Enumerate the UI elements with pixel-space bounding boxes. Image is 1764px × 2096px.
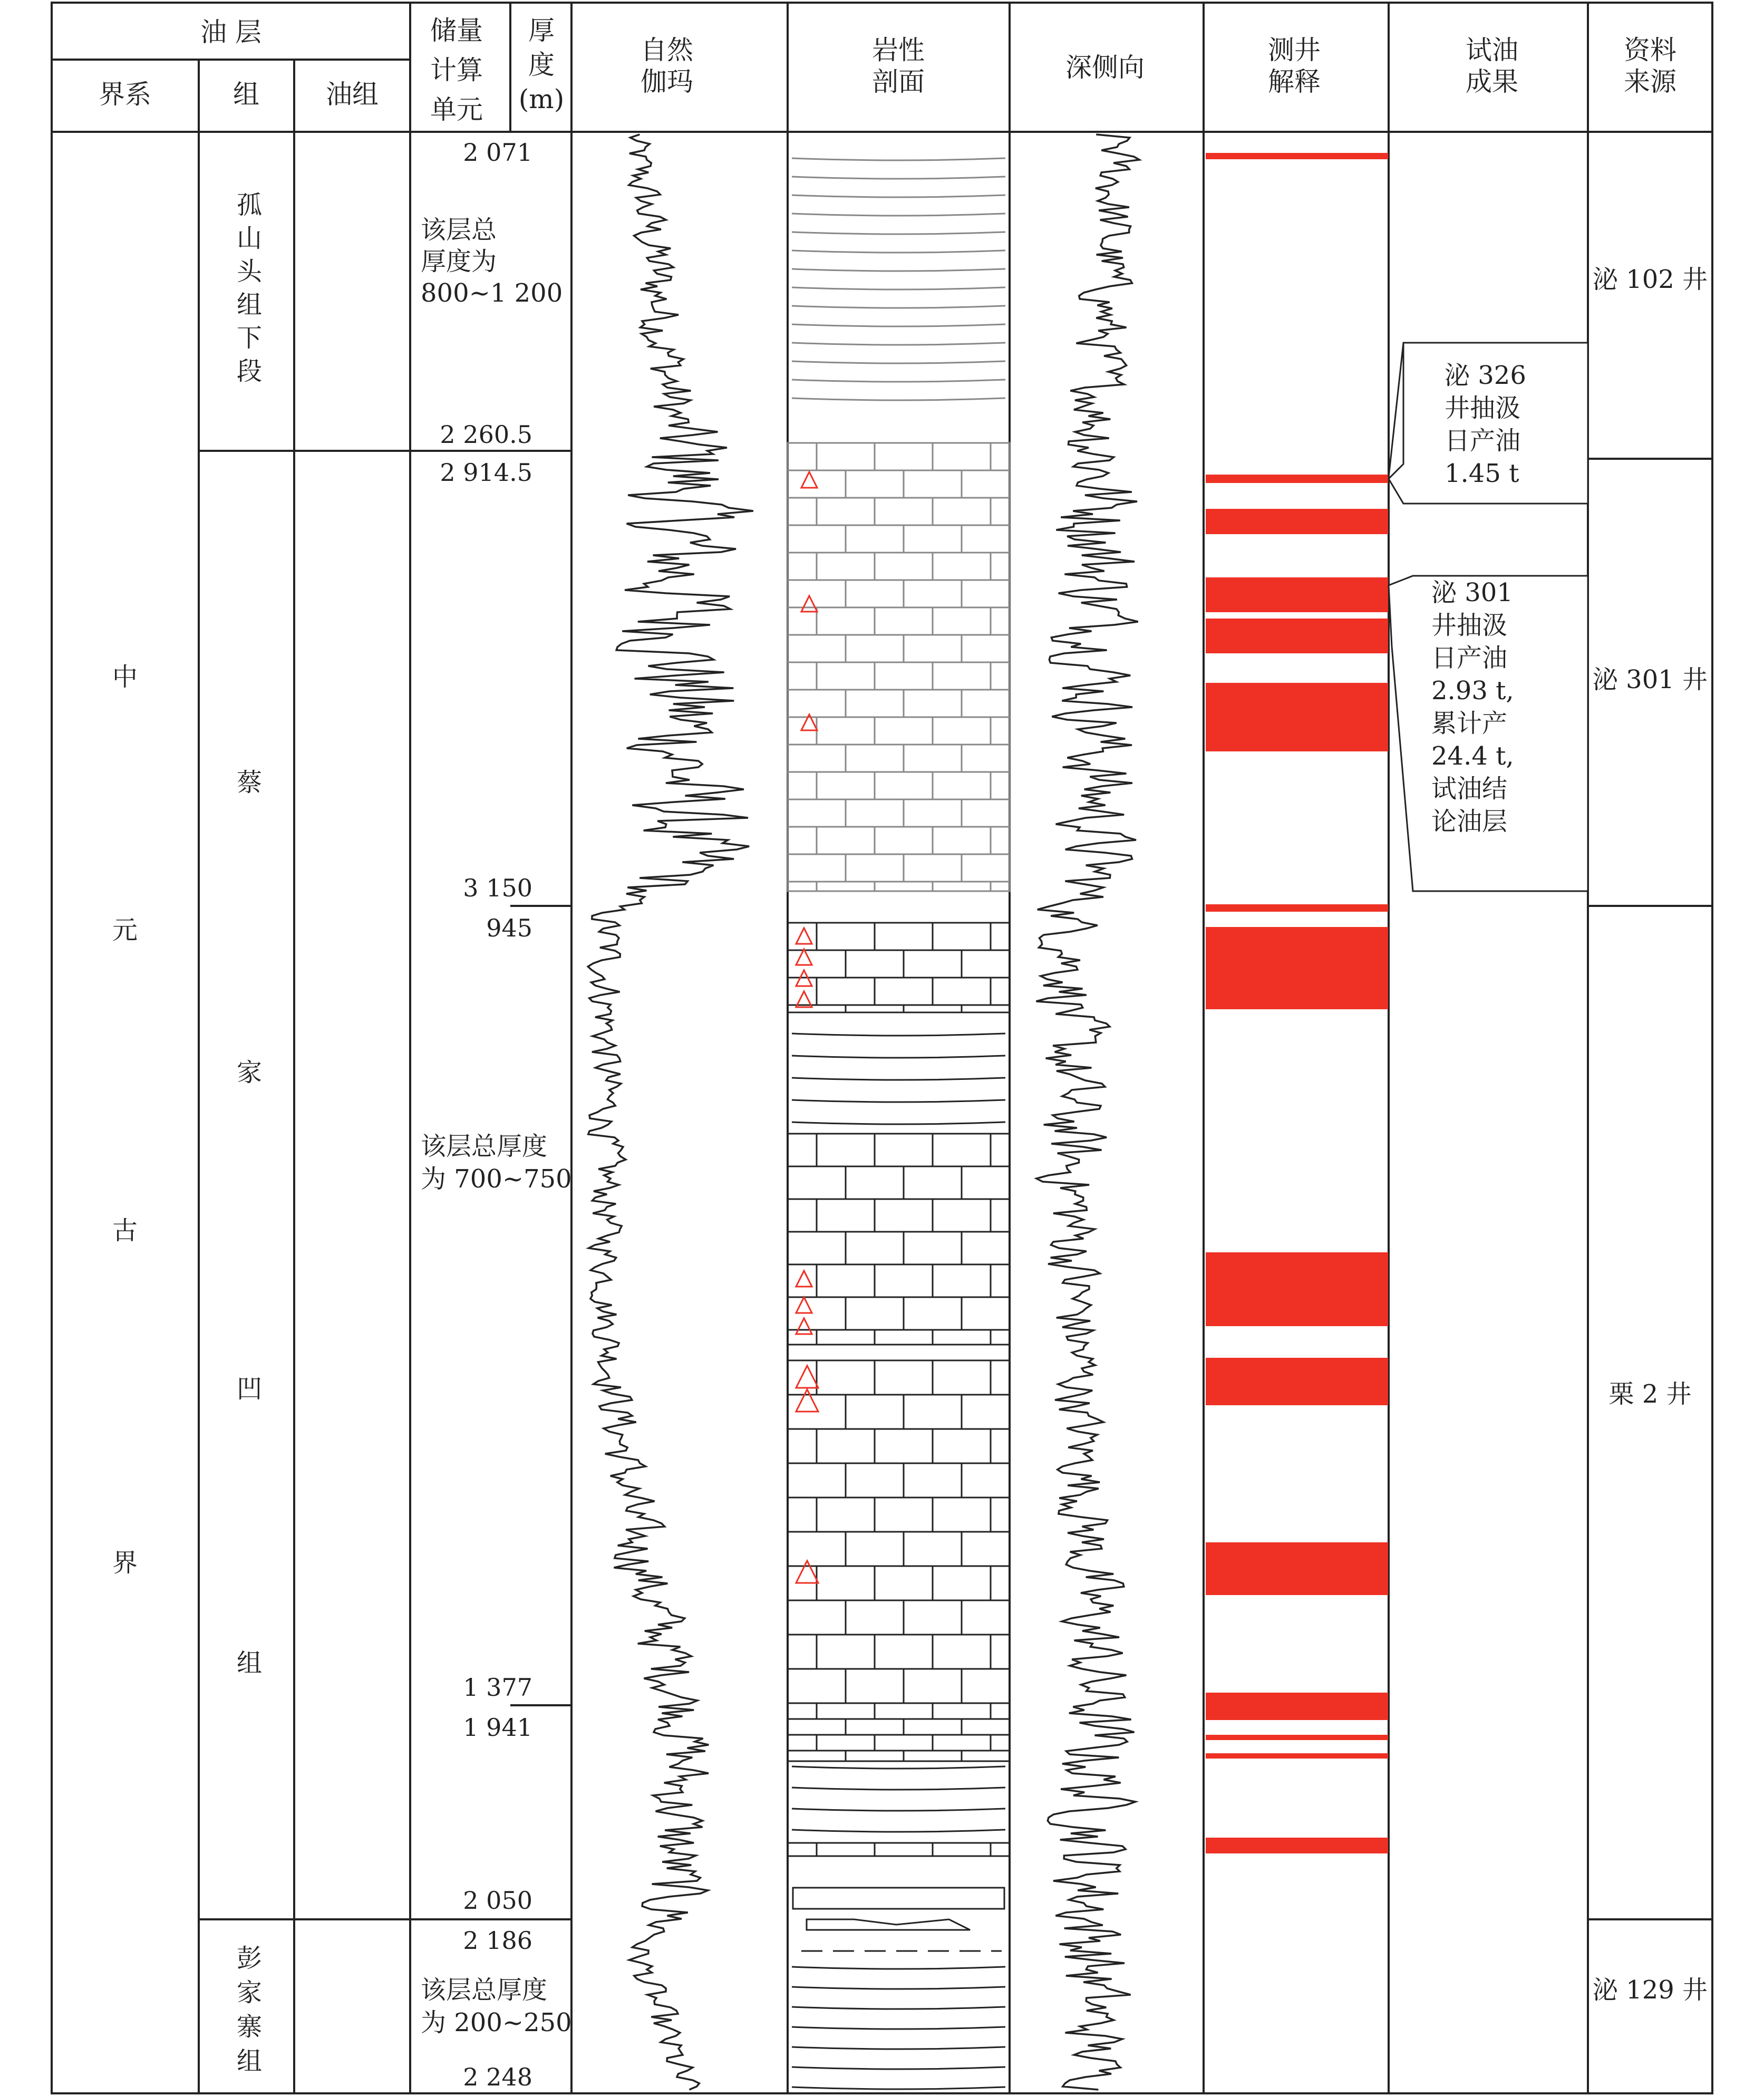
oil-layer-bar — [1206, 927, 1388, 1009]
lithology-track — [788, 158, 1010, 2089]
shale-layer-line — [792, 1788, 1005, 1790]
stromatolite-symbol — [807, 1919, 970, 1930]
source-label: 泌 301 井 — [1592, 665, 1708, 694]
depth-label: 3 150 — [463, 874, 532, 902]
depth-labels — [440, 138, 532, 2091]
header-test-result-2: 成果 — [1466, 66, 1518, 97]
shale-layer-line — [792, 1967, 1005, 1969]
oil-layer-bar — [1206, 683, 1388, 751]
formation-char: 凹 — [236, 1374, 263, 1404]
test-result-line: 24.4 t, — [1431, 741, 1514, 771]
header-reserve-unit-3: 单元 — [430, 94, 483, 125]
system-char: 古 — [112, 1216, 138, 1245]
formation-labels — [237, 190, 263, 2076]
data-sources — [1593, 265, 1708, 2005]
shale-layer-line — [792, 1830, 1005, 1832]
system-char: 界 — [112, 1548, 138, 1578]
oil-layer-bar — [1206, 577, 1388, 612]
oil-layer-bar — [1206, 509, 1388, 534]
header-system: 界系 — [99, 79, 151, 110]
formation-char: 蔡 — [236, 768, 263, 797]
depth-label: 2 248 — [463, 2063, 532, 2091]
shale-layer-line — [792, 158, 1005, 160]
chert-nodule-symbol — [796, 1318, 812, 1334]
formation-char: 组 — [236, 1648, 263, 1678]
table-frame — [52, 3, 1712, 2093]
formation-char: 家 — [236, 1978, 263, 2007]
oil-layer-bar — [1206, 1693, 1388, 1720]
thickness-note-line: 该层总厚度 — [421, 1132, 548, 1161]
shale-layer-line — [792, 2027, 1005, 2029]
oil-layer-bar — [1206, 904, 1388, 912]
header-gamma-2: 伽玛 — [641, 66, 693, 97]
shale-layer-line — [792, 2087, 1005, 2089]
test-result-line: 日产油 — [1431, 643, 1508, 673]
test-result-line: 累计产 — [1431, 709, 1508, 738]
shale-layer-line — [792, 1056, 1005, 1058]
shale-layer-line — [792, 287, 1005, 289]
header-gamma-1: 自然 — [641, 35, 693, 65]
system-char: 中 — [112, 662, 138, 692]
shale-layer-line — [792, 214, 1005, 216]
oil-layer-bar — [1206, 475, 1388, 483]
header-formation: 组 — [233, 79, 259, 110]
formation-char: 头 — [236, 257, 263, 286]
chert-nodule-symbol — [796, 1297, 812, 1313]
lithology-interval — [793, 1888, 1004, 1909]
depth-label: 2 050 — [463, 1886, 532, 1915]
thickness-note-line: 该层总厚度 — [421, 1975, 548, 2005]
shale-layer-line — [792, 1078, 1005, 1080]
test-result-line: 泌 301 — [1431, 578, 1513, 607]
thickness-note-line: 为 200~250 — [421, 2008, 572, 2037]
formation-char: 寨 — [236, 2012, 263, 2042]
chert-nodule-symbol — [796, 1389, 818, 1412]
chert-nodule-symbol — [796, 1271, 812, 1287]
shale-layer-line — [792, 1100, 1005, 1102]
test-result-line: 井抽汲 — [1431, 611, 1508, 640]
system-char: 元 — [112, 915, 138, 945]
header-lithology-1: 岩性 — [872, 35, 925, 65]
thickness-notes — [421, 215, 572, 2037]
header-reserve-unit-2: 计算 — [430, 55, 483, 85]
oil-layer-bar — [1206, 153, 1388, 159]
chert-nodule-symbol — [796, 1561, 818, 1583]
system-label — [112, 662, 138, 1578]
depth-label: 1 377 — [463, 1673, 532, 1702]
shale-layer-line — [792, 343, 1005, 345]
chert-nodule-symbol — [801, 472, 817, 488]
depth-label: 2 260.5 — [440, 420, 532, 449]
chert-nodule-symbol — [796, 928, 812, 944]
header-log-interp-2: 解释 — [1268, 66, 1321, 97]
test-result-line: 2.93 t, — [1431, 676, 1514, 706]
test-result-line: 日产油 — [1445, 426, 1521, 456]
thickness-note-line: 厚度为 — [421, 247, 497, 276]
shale-layer-line — [792, 380, 1005, 382]
shale-layer-line — [792, 1987, 1005, 1989]
shale-layer-line — [792, 177, 1005, 179]
shale-layer-line — [792, 250, 1005, 253]
formation-char: 组 — [236, 2046, 263, 2076]
formation-char: 下 — [236, 323, 263, 353]
test-result-line: 井抽汲 — [1445, 393, 1521, 423]
natural-gamma-track — [588, 134, 753, 2090]
formation-char: 家 — [236, 1058, 263, 1087]
deep-lateral-curve — [1036, 134, 1139, 2090]
log-interpretation-track — [1206, 153, 1388, 1853]
header-thickness-3: (m) — [518, 84, 565, 114]
gamma-curve — [588, 134, 753, 2090]
oil-layer-bar — [1206, 1753, 1388, 1759]
depth-label: 2 914.5 — [440, 458, 532, 487]
header-thickness-2: 度 — [528, 50, 555, 80]
oil-layer-bar — [1206, 1542, 1388, 1595]
oil-layer-bar — [1206, 1838, 1388, 1853]
header-test-result-1: 试油 — [1466, 35, 1518, 65]
oil-layer-bar — [1206, 1358, 1388, 1405]
shale-layer-line — [792, 2047, 1005, 2049]
chert-nodule-symbol — [796, 949, 812, 965]
oil-layer-bar — [1206, 1252, 1388, 1326]
thickness-note-line: 该层总 — [421, 215, 497, 245]
formation-char: 孤 — [236, 190, 263, 220]
formation-char: 段 — [236, 356, 263, 386]
shale-layer-line — [792, 2007, 1005, 2009]
shale-layer-line — [792, 398, 1005, 400]
shale-layer-line — [792, 1122, 1005, 1124]
formation-char: 彭 — [236, 1944, 263, 1973]
lithology-interval — [788, 1134, 1010, 1345]
lithology-interval — [788, 1843, 1010, 1856]
thickness-note-line: 800~1 200 — [421, 278, 563, 308]
oil-layer-bar — [1206, 619, 1388, 653]
depth-label: 2 071 — [463, 138, 532, 167]
test-result-line: 论油层 — [1431, 807, 1508, 836]
test-result-callouts — [1389, 343, 1588, 891]
formation-char: 山 — [236, 224, 263, 253]
header-lithology-2: 剖面 — [872, 66, 925, 97]
source-label: 泌 102 井 — [1592, 265, 1708, 294]
test-result-line: 1.45 t — [1445, 459, 1519, 488]
shale-layer-line — [792, 306, 1005, 308]
oil-layer-bar — [1206, 1735, 1388, 1740]
shale-layer-line — [792, 195, 1005, 197]
depth-label: 945 — [486, 914, 532, 942]
test-callout-leader — [1389, 343, 1403, 477]
header-log-interp-1: 测井 — [1268, 35, 1321, 65]
table-header — [99, 15, 1677, 125]
chert-nodule-symbol — [796, 1366, 818, 1388]
header-reserve-unit-1: 储量 — [430, 15, 483, 46]
shale-layer-line — [792, 361, 1005, 363]
shale-layer-line — [792, 1809, 1005, 1811]
deep-lateral-track — [1036, 134, 1139, 2090]
test-result-line: 泌 326 — [1445, 361, 1526, 390]
header-source-1: 资料 — [1624, 35, 1676, 65]
header-thickness-1: 厚 — [528, 15, 555, 46]
lithology-interval — [788, 443, 1010, 891]
shale-layer-line — [792, 269, 1005, 271]
test-result-line: 试油结 — [1431, 774, 1508, 804]
header-oil-group: 油组 — [326, 79, 379, 110]
formation-char: 组 — [236, 290, 263, 320]
source-label: 泌 129 井 — [1592, 1975, 1708, 2005]
lithology-interval — [788, 1703, 1010, 1761]
header-oil-layer: 油 层 — [200, 17, 261, 47]
header-deep-lateral: 深侧向 — [1065, 52, 1145, 83]
shale-layer-line — [792, 1766, 1005, 1769]
lithology-interval — [788, 923, 1010, 1012]
shale-layer-line — [792, 1033, 1005, 1036]
depth-label: 1 941 — [463, 1713, 532, 1742]
depth-label: 2 186 — [463, 1926, 532, 1955]
source-label: 栗 2 井 — [1608, 1379, 1692, 1409]
header-source-2: 来源 — [1624, 66, 1676, 97]
chert-nodule-symbol — [801, 596, 817, 612]
shale-layer-line — [792, 232, 1005, 234]
thickness-note-line: 为 700~750 — [421, 1164, 572, 1194]
shale-layer-line — [792, 2067, 1005, 2069]
shale-layer-line — [792, 324, 1005, 326]
